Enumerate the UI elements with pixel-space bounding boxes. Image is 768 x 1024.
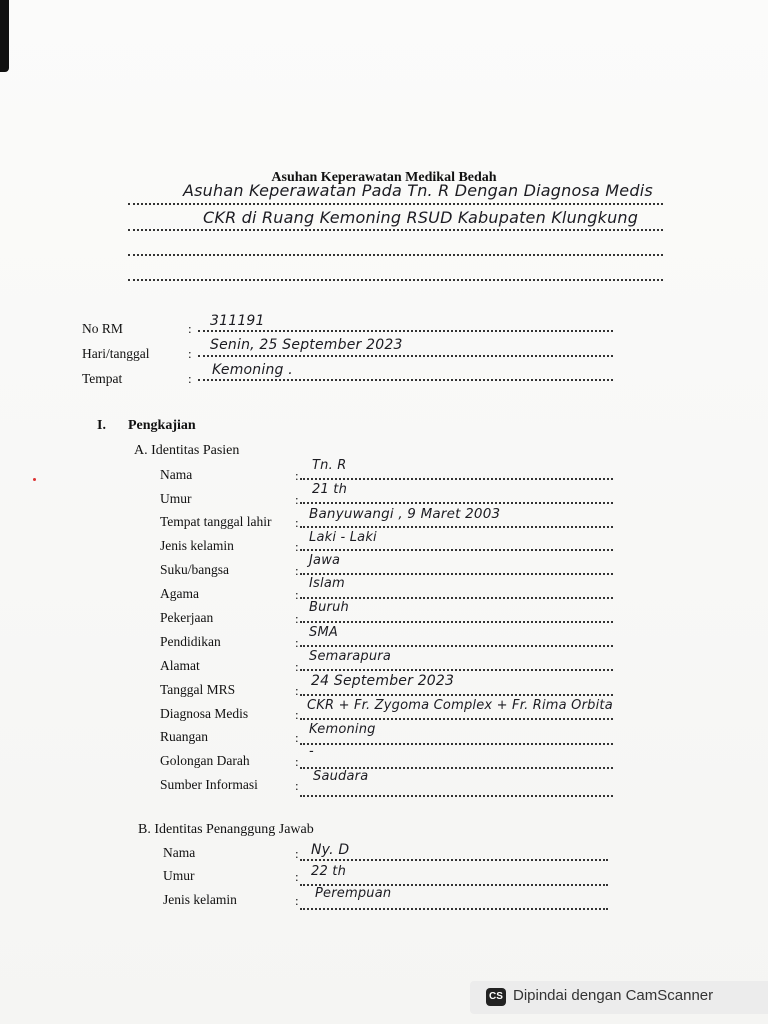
ink-speck [33,478,36,481]
dotline [300,526,613,528]
dotline [300,694,613,696]
patient-value-age: 21 th [312,482,348,497]
colon: : [295,730,299,745]
patient-label-religion: Agama [160,586,199,601]
dotline [300,549,613,551]
patient-value-birth: Banyuwangi , 9 Maret 2003 [309,506,501,522]
handwritten-title-line2: CKR di Ruang Kemoning RSUD Kabupaten Klungkung [203,208,639,227]
patient-label-admission-date: Tanggal MRS [160,682,236,697]
colon: : [295,683,299,698]
camscanner-icon: CS [486,988,506,1006]
colon: : [295,611,299,626]
patient-label-birth: Tempat tanggal lahir [160,514,272,529]
title-dotline-3 [128,254,663,256]
colon: : [295,539,299,554]
guardian-value-sex: Perempuan [315,886,392,901]
colon: : [295,587,299,602]
colon: : [188,371,192,386]
header-label-norm: No RM [82,321,123,336]
patient-value-blood-type: - [309,744,314,759]
patient-value-education: SMA [309,625,338,640]
patient-label-info-source: Sumber Informasi [160,777,258,792]
patient-value-ethnicity: Jawa [309,553,341,568]
subsection-a-title: A. Identitas Pasien [134,443,240,458]
section-title: Pengkajian [128,418,196,433]
dotline [300,859,608,861]
patient-value-occupation: Buruh [309,600,349,615]
title-dotline-2 [128,229,663,231]
dotline [300,743,613,745]
patient-label-education: Pendidikan [160,634,221,649]
dotline [300,718,613,720]
handwritten-title-line1: Asuhan Keperawatan Pada Tn. R Dengan Diagnosa Medis [183,181,653,200]
patient-label-occupation: Pekerjaan [160,610,214,625]
dotline [300,621,613,623]
colon: : [295,515,299,530]
patient-value-diagnosis: CKR + Fr. Zygoma Complex + Fr. Rima Orbita [307,698,613,713]
guardian-label-age: Umur [163,868,195,883]
colon: : [295,563,299,578]
patient-value-address: Semarapura [309,649,391,664]
dotline [300,669,613,671]
scan-edge-mark [0,0,9,72]
patient-label-ethnicity: Suku/bangsa [160,562,229,577]
dotline [300,478,613,480]
header-label-date: Hari/tanggal [82,346,150,361]
header-value-place: Kemoning . [212,362,293,378]
patient-label-room: Ruangan [160,729,208,744]
colon: : [295,492,299,507]
dotline [198,355,613,357]
header-value-norm: 311191 [210,313,265,329]
dotline [300,597,613,599]
title-dotline-4 [128,279,663,281]
patient-value-room: Kemoning [309,722,376,737]
dotline [300,502,613,504]
patient-label-address: Alamat [160,658,200,673]
colon: : [295,659,299,674]
document-title: Asuhan Keperawatan Medikal Bedah [271,170,497,185]
patient-value-admission-date: 24 September 2023 [311,673,455,689]
dotline [198,379,613,381]
dotline [300,795,613,797]
guardian-value-age: 22 th [311,864,347,879]
patient-label-age: Umur [160,491,192,506]
title-dotline-1 [128,203,663,205]
header-label-place: Tempat [82,371,123,386]
colon: : [188,321,192,336]
patient-label-diagnosis: Diagnosa Medis [160,706,249,721]
colon: : [295,754,299,769]
guardian-label-sex: Jenis kelamin [163,892,237,907]
patient-value-info-source: Saudara [313,769,369,784]
camscanner-text: Dipindai dengan CamScanner [513,987,714,1004]
dotline [300,573,613,575]
colon: : [295,635,299,650]
colon: : [295,468,299,483]
patient-value-religion: Islam [309,576,345,591]
dotline [198,330,613,332]
guardian-value-name: Ny. D [311,842,350,858]
colon: : [188,346,192,361]
subsection-b-title: B. Identitas Penanggung Jawab [138,822,314,837]
dotline [300,908,608,910]
patient-label-sex: Jenis kelamin [160,538,234,553]
colon: : [295,707,299,722]
patient-label-name: Nama [160,467,193,482]
guardian-label-name: Nama [163,845,196,860]
section-number: I. [97,418,106,433]
colon: : [295,778,299,793]
patient-value-name: Tn. R [312,458,347,473]
patient-label-blood-type: Golongan Darah [160,753,250,768]
colon: : [295,846,299,861]
patient-value-sex: Laki - Laki [309,530,377,545]
header-value-date: Senin, 25 September 2023 [210,337,403,353]
dotline [300,645,613,647]
colon: : [295,893,299,908]
colon: : [295,869,299,884]
